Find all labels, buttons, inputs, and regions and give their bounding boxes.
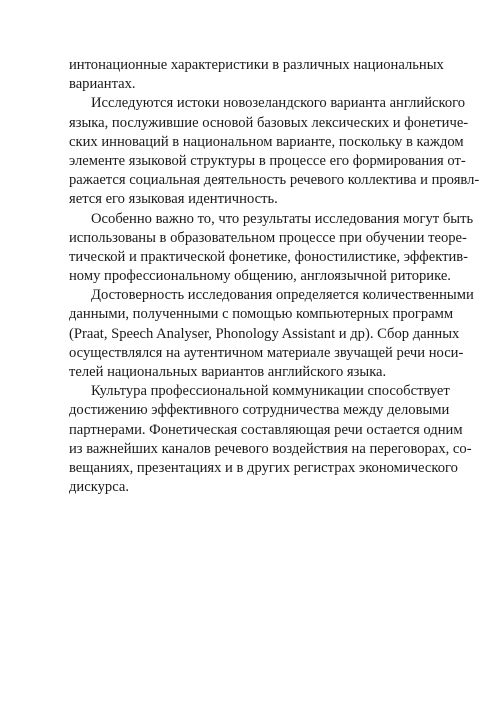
text-line: элементе языковой структуры в процессе его формирования от- xyxy=(69,152,466,169)
text-line: Достоверность исследования определяется количественными xyxy=(91,287,474,304)
text-line: ских инноваций в национальном варианте, поскольку в каждом xyxy=(69,133,464,150)
paragraph-5 xyxy=(69,382,472,497)
text-line: использованы в образовательном процессе при обучении теоре- xyxy=(69,229,467,246)
text-line: Исследуются истоки новозеландского варианта английского xyxy=(91,95,466,112)
text-line: телей национальных вариантов английского языка. xyxy=(69,364,387,380)
text-line: вещаниях, презентациях и в других регистрах экономического xyxy=(69,459,458,476)
document-page xyxy=(69,56,480,497)
text-line: ному профессиональному общению, англоязычной риторике. xyxy=(69,268,451,285)
text-line: осуществлялся на аутентичном материале звучащей речи носи- xyxy=(69,344,464,361)
text-line: яется его языковая идентичность. xyxy=(69,191,278,208)
text-line: данными, полученными с помощью компьютерных программ xyxy=(69,306,454,323)
text-line: языка, послужившие основой базовых лексических и фонетиче- xyxy=(69,114,469,131)
paragraph-3 xyxy=(69,210,474,287)
text-line: Особенно важно то, что результаты исследования могут быть xyxy=(91,210,474,227)
text-line: тической и практической фонетике, фоностилистике, эффектив- xyxy=(69,248,469,265)
text-line: Культура профессиональной коммуникации способствует xyxy=(91,383,450,400)
text-line: (Praat, Speech Analyser, Phonology Assistant и др). Сбор данных xyxy=(69,325,460,342)
text-line: достижению эффективного сотрудничества между деловыми xyxy=(69,402,450,419)
text-line: партнерами. Фонетическая составляющая речи остается одним xyxy=(69,421,463,438)
text-line: интонационные характеристики в различных национальных xyxy=(69,57,444,73)
text-line: ражается социальная деятельность речевого коллектива и проявл- xyxy=(69,172,480,189)
text-line: дискурса. xyxy=(69,479,129,496)
text-line: из важнейших каналов речевого воздействия на переговорах, со- xyxy=(69,440,472,457)
paragraph-4 xyxy=(69,286,474,382)
paragraph-2 xyxy=(69,94,480,209)
paragraph-1 xyxy=(69,56,444,94)
text-line: вариантах. xyxy=(69,76,136,93)
